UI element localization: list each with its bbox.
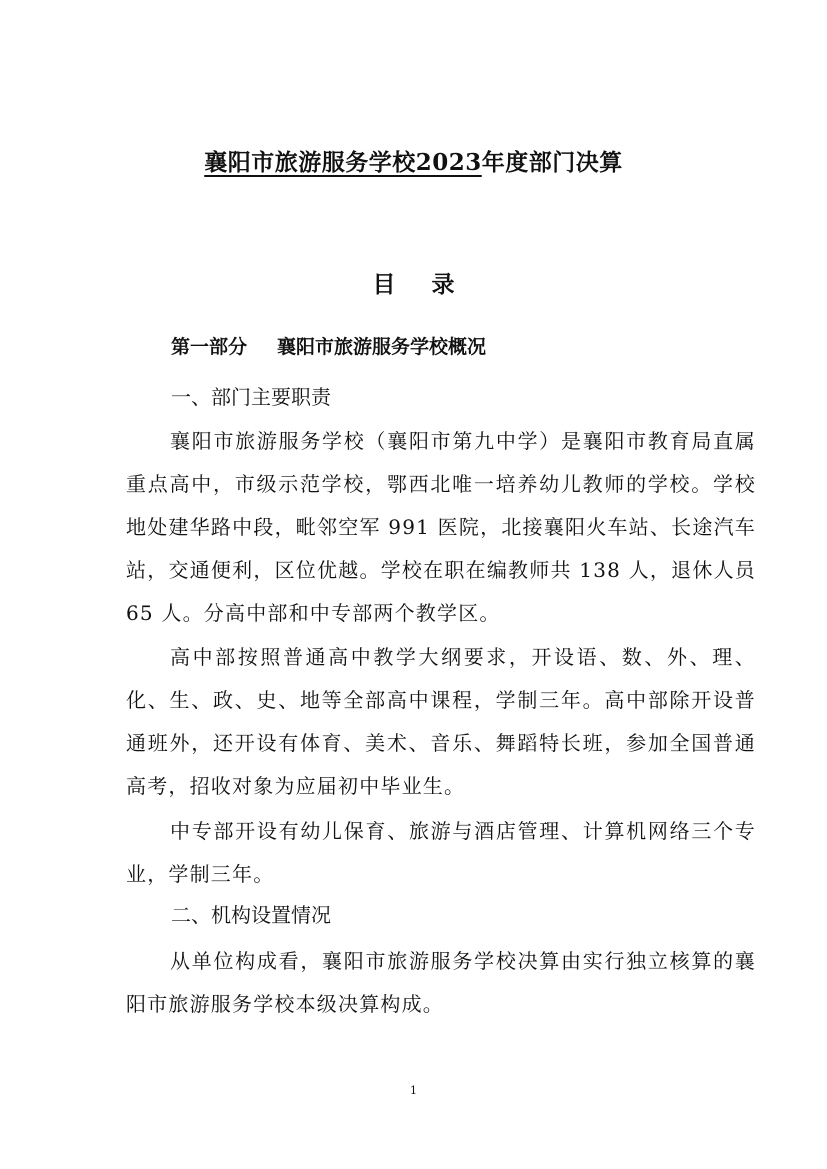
paragraph-organization: 从单位构成看，襄阳市旅游服务学校决算由实行独立核算的襄阳市旅游服务学校本级决算构成。 (126, 949, 756, 1016)
document-title-rest: 年度部门决算 (481, 149, 623, 176)
toc-heading: 目录 (372, 271, 491, 298)
paragraph-school-overview: 襄阳市旅游服务学校（襄阳市第九中学）是襄阳市教育局直属重点高中，市级示范学校，鄂西北唯一培养幼儿教师的学校。学校地处建华路中段，毗邻空军 991 医院，北接襄阳火车站、长途汽车站，交通便利，区位优越。学校在职在编教师共 138 人，退休人员 65 人。分高中部和中专部两个教学区。 (126, 429, 756, 625)
part-title: 襄阳市旅游服务学校概况 (277, 336, 487, 358)
paragraph-high-school: 高中部按照普通高中教学大纲要求，开设语、数、外、理、化、生、政、史、地等全部高中课程，学制三年。高中部除开设普通班外，还开设有体育、美术、音乐、舞蹈特长班，参加全国普通高考，招收对象为应届初中毕业生。 (126, 645, 756, 798)
section-heading-organization: 二、机构设置情况 (171, 903, 331, 927)
document-title (0, 146, 827, 180)
document-title-underlined: 襄阳市旅游服务学校2023 (204, 149, 482, 176)
page-number: 1 (410, 1084, 417, 1097)
section-heading-responsibilities: 一、部门主要职责 (171, 385, 331, 409)
paragraph-vocational: 中专部开设有幼儿保育、旅游与酒店管理、计算机网络三个专业，学制三年。 (126, 819, 756, 886)
part-heading (171, 332, 771, 362)
part-label: 第一部分 (171, 336, 248, 358)
